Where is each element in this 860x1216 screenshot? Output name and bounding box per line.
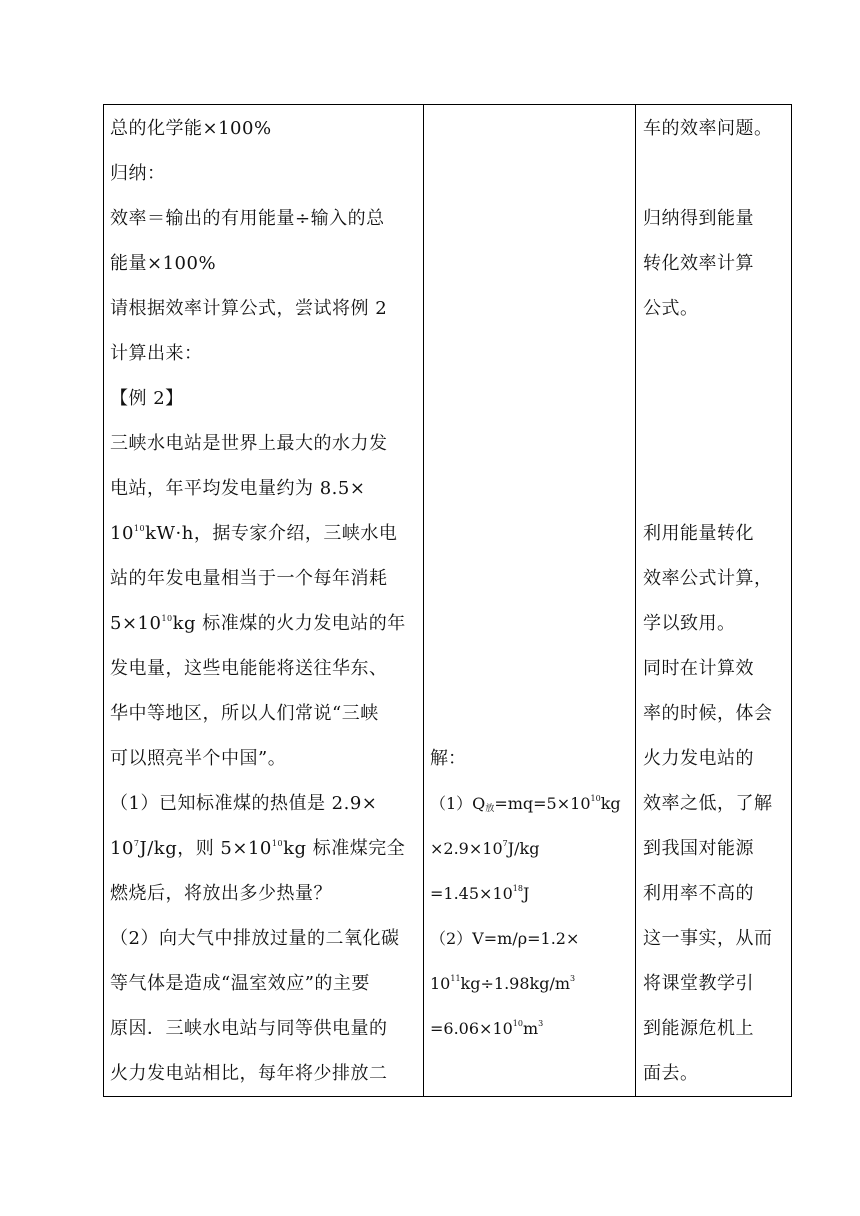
question-line: （1）已知标准煤的热值是 2.9× — [110, 793, 378, 814]
subscript: 放 — [485, 804, 495, 814]
text-run: J/kg，则 5×10 — [139, 838, 272, 859]
text-run: kg 标准煤的火力发电站的年 — [172, 613, 406, 634]
exponent: 10 — [512, 1019, 523, 1028]
column-divider-1 — [423, 104, 424, 1097]
solution-column — [430, 106, 630, 1051]
text-run: 5×10 — [110, 613, 162, 634]
text-run: （1）Q — [430, 794, 486, 813]
text-run: 10 — [110, 838, 134, 859]
intent-line: 公式。 — [643, 298, 699, 319]
content-line: 三峡水电站是世界上最大的水力发 — [110, 433, 388, 454]
text-run: J/kg — [507, 839, 540, 858]
intent-line: 率的时候，体会 — [643, 703, 773, 724]
teaching-content-column — [110, 106, 422, 1096]
column-divider-2 — [635, 104, 636, 1097]
content-line: 归纳： — [110, 163, 166, 184]
exponent: 7 — [502, 839, 508, 848]
solution-heading: 解： — [430, 748, 466, 769]
intent-line: 车的效率问题。 — [643, 118, 773, 139]
spacer — [643, 421, 791, 466]
intent-line: 到能源危机上 — [643, 1018, 754, 1039]
intent-line: 效率之低，了解 — [643, 793, 773, 814]
text-run: ×2.9×10 — [430, 839, 503, 858]
content-line: 可以照亮半个中国”。 — [110, 748, 287, 769]
solution-line — [430, 871, 630, 916]
exponent: 11 — [450, 974, 461, 983]
intent-line: 这一事实，从而 — [643, 928, 773, 949]
question-line: 燃烧后，将放出多少热量？ — [110, 883, 332, 904]
solution-spacer — [430, 106, 630, 736]
example-heading: 【例 2】 — [110, 388, 184, 409]
text-run: kg÷1.98kg/m — [460, 974, 571, 993]
content-line: 电站，年平均发电量约为 8.5× — [110, 478, 366, 499]
intent-line: 利用能量转化 — [643, 523, 754, 544]
content-line: 华中等地区，所以人们常说“三峡 — [110, 703, 379, 724]
solution-line: （2）V=m/ρ=1.2× — [430, 929, 580, 948]
text-run: J — [522, 884, 530, 903]
exponent: 10 — [271, 839, 284, 848]
text-run: kg — [600, 794, 621, 813]
exponent: 18 — [512, 884, 523, 893]
solution-line — [430, 781, 630, 826]
design-intent-column — [643, 106, 791, 1096]
question-line: 原因．三峡水电站与同等供电量的 — [110, 1018, 388, 1039]
intent-line: 火力发电站的 — [643, 748, 754, 769]
question-line: （2）向大气中排放过量的二氧化碳 — [110, 928, 400, 949]
intent-line: 转化效率计算 — [643, 253, 754, 274]
text-run: 10 — [430, 974, 451, 993]
intent-line: 学以致用。 — [643, 613, 736, 634]
content-line: 计算出来： — [110, 343, 203, 364]
exponent: 3 — [570, 974, 576, 983]
intent-line: 面去。 — [643, 1063, 699, 1084]
content-line: 总的化学能×100% — [110, 118, 272, 139]
text-run: 10 — [110, 523, 134, 544]
exponent: 3 — [538, 1019, 544, 1028]
content-line: 能量×100% — [110, 253, 217, 274]
content-line: 效率＝输出的有用能量÷输入的总 — [110, 208, 385, 229]
solution-line — [430, 1006, 630, 1051]
text-run: m — [522, 1019, 539, 1038]
content-line — [110, 511, 422, 556]
exponent: 10 — [590, 794, 601, 803]
spacer — [643, 466, 791, 511]
exponent: 10 — [133, 524, 146, 533]
question-line: 等气体是造成“温室效应”的主要 — [110, 973, 370, 994]
intent-line: 归纳得到能量 — [643, 208, 754, 229]
intent-line: 到我国对能源 — [643, 838, 754, 859]
text-run: kg 标准煤完全 — [283, 838, 406, 859]
text-run: =mq=5×10 — [494, 794, 591, 813]
intent-line: 效率公式计算， — [643, 568, 773, 589]
exponent: 10 — [161, 614, 173, 623]
content-line: 请根据效率计算公式，尝试将例 2 — [110, 298, 388, 319]
question-line: 火力发电站相比，每年将少排放二 — [110, 1063, 388, 1084]
intent-line: 同时在计算效 — [643, 658, 754, 679]
exponent: 7 — [133, 839, 140, 848]
solution-line — [430, 961, 630, 1006]
text-run: kW·h，据专家介绍，三峡水电 — [145, 523, 398, 544]
spacer — [643, 331, 791, 376]
text-run: =1.45×10 — [430, 884, 513, 903]
question-line — [110, 826, 422, 871]
spacer — [643, 376, 791, 421]
solution-line — [430, 826, 630, 871]
content-line — [110, 601, 422, 646]
spacer — [643, 151, 791, 196]
text-run: =6.06×10 — [430, 1019, 513, 1038]
intent-line: 将课堂教学引 — [643, 973, 754, 994]
intent-line: 利用率不高的 — [643, 883, 754, 904]
content-line: 站的年发电量相当于一个每年消耗 — [110, 568, 388, 589]
content-line: 发电量，这些电能能将送往华东、 — [110, 658, 388, 679]
